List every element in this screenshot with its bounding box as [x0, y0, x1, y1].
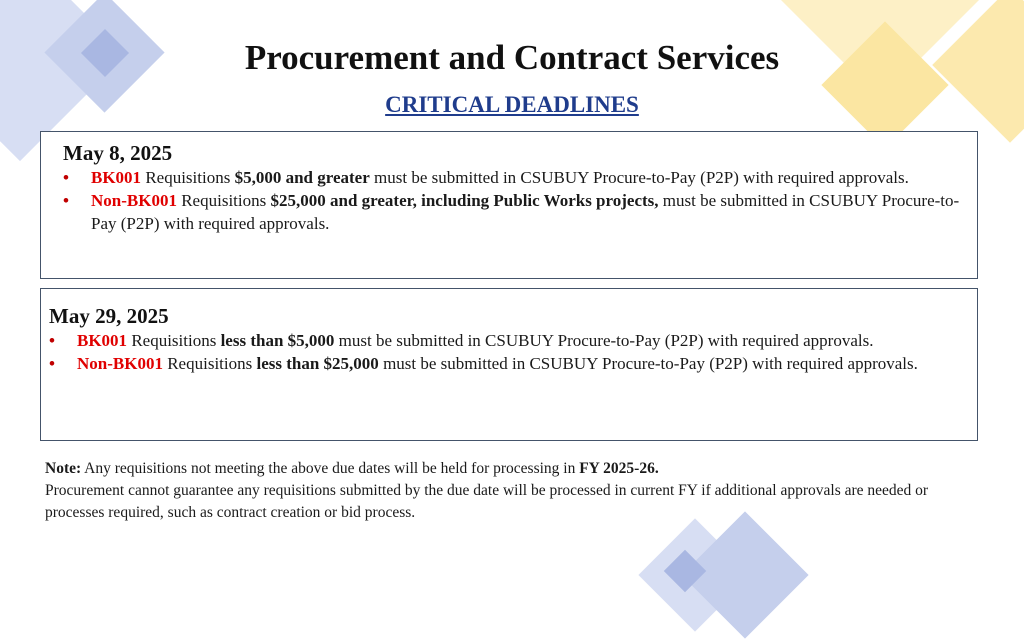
- deadline-box-may-29: [40, 288, 978, 441]
- bullet-icon: •: [49, 354, 55, 373]
- item-text: Requisitions: [141, 168, 235, 187]
- note-line-2: Procurement cannot guarantee any requisitions submitted by the due date will be processed in current FY if additional approvals are needed or processes required, such as contract creation or bid process.: [45, 482, 929, 521]
- list-item: [63, 189, 969, 235]
- list-item: [63, 166, 969, 189]
- page-subtitle: CRITICAL DEADLINES: [385, 92, 639, 117]
- requisition-code: BK001: [77, 331, 128, 350]
- item-text: must be submitted in CSUBUY Procure-to-Pay (P2P) with required approvals.: [91, 191, 960, 233]
- bullet-icon: •: [49, 331, 55, 350]
- deadline-date: May 29, 2025: [49, 304, 169, 328]
- list-item: [49, 352, 969, 375]
- deadline-box-may-8: [40, 131, 978, 279]
- deadline-list: [63, 166, 969, 235]
- note-line-1: [45, 458, 980, 480]
- fiscal-year: FY 2025-26.: [579, 460, 659, 477]
- list-item: [49, 329, 969, 352]
- bullet-icon: •: [63, 191, 69, 210]
- requisition-code: Non-BK001: [91, 191, 177, 210]
- item-text: must be submitted in CSUBUY Procure-to-Pay (P2P) with required approvals.: [369, 168, 909, 187]
- item-text: Requisitions: [176, 191, 271, 210]
- item-text: Requisitions: [127, 331, 221, 350]
- requisition-code: Non-BK001: [77, 354, 163, 373]
- item-text: must be submitted in CSUBUY Procure-to-Pay (P2P) with required approvals.: [334, 331, 874, 350]
- item-threshold: less than $25,000: [256, 354, 379, 373]
- deadline-list: [49, 329, 969, 375]
- bullet-icon: •: [63, 168, 69, 187]
- note-section: [45, 458, 980, 524]
- item-text: must be submitted in CSUBUY Procure-to-Pay (P2P) with required approvals.: [378, 354, 918, 373]
- item-threshold: $5,000 and greater: [234, 168, 370, 187]
- item-threshold: less than $5,000: [220, 331, 335, 350]
- requisition-code: BK001: [91, 168, 142, 187]
- item-text: Requisitions: [162, 354, 257, 373]
- note-label: Note:: [45, 460, 82, 477]
- note-text: Any requisitions not meeting the above due dates will be held for processing in: [81, 460, 580, 477]
- item-threshold: $25,000 and greater, including Public Works projects,: [270, 191, 659, 210]
- deadline-date: May 8, 2025: [63, 141, 173, 165]
- page-title: Procurement and Contract Services: [244, 38, 780, 77]
